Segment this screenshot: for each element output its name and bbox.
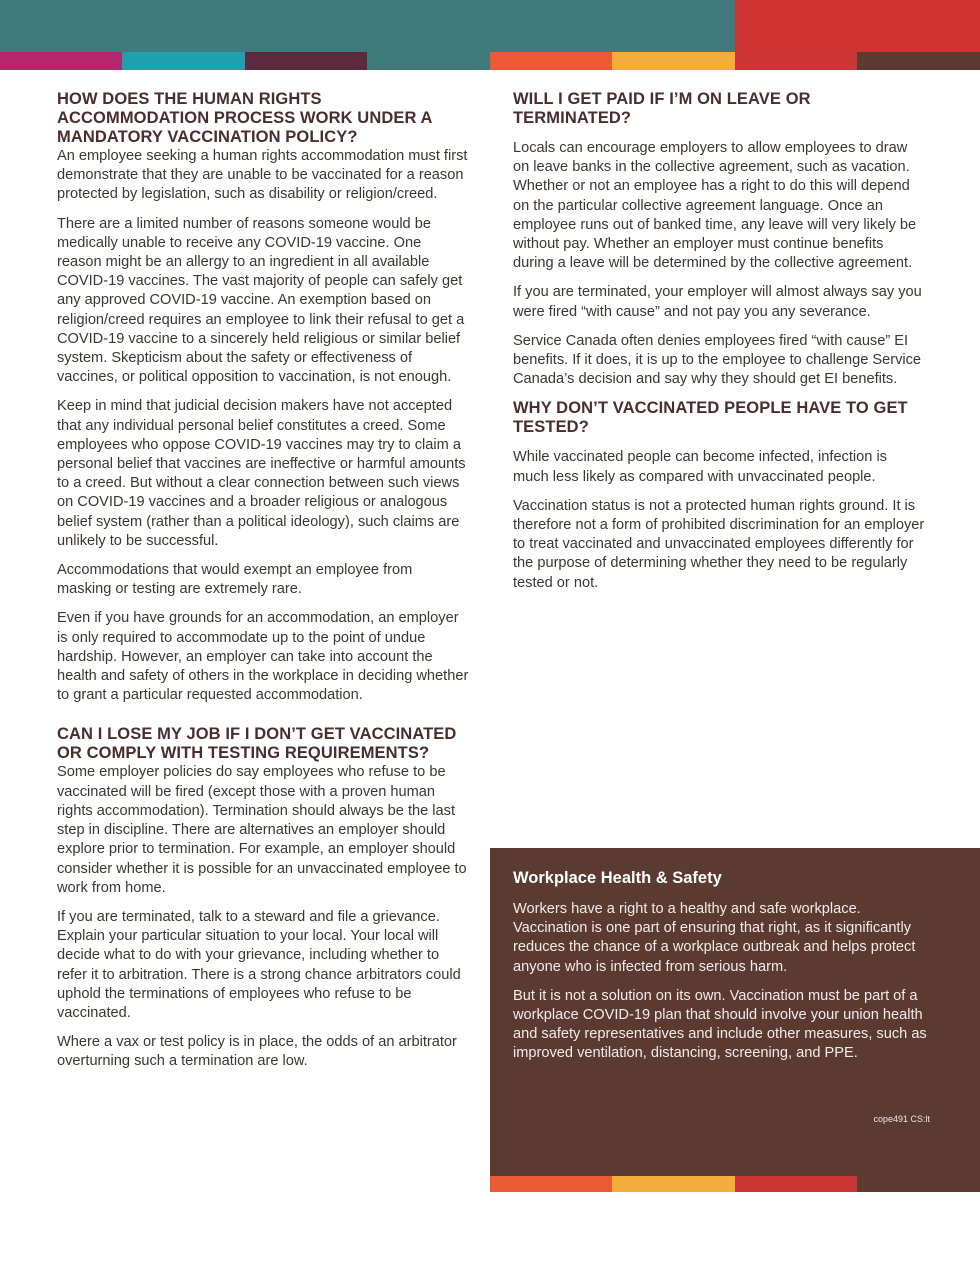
paragraph: Vaccination status is not a protected human rights ground. It is therefore not a form of prohibited discrimination for an employer to treat vaccinated and unvaccinated employees differently for the purpose of determining whether they need to be regularly tested or not. — [513, 497, 925, 591]
band-teal-block — [0, 0, 735, 52]
paragraph: Even if you have grounds for an accommodation, an employer is only required to accommodate up to the point of undue hardship. However, an employer can take into account the health and safety of others in the workplace in deciding whether to grant a particular requested accommodation. — [57, 610, 469, 704]
heading-accommodation-process: HOW DOES THE HUMAN RIGHTS ACCOMMODATION PROCESS WORK UNDER A MANDATORY VACCINATION POLICY? — [57, 90, 432, 146]
band-orange-strip — [490, 52, 612, 70]
paragraph: An employee seeking a human rights accommodation must first demonstrate that they are unable to be vaccinated for a reason protected by legislation, such as disability or religion/creed. — [57, 148, 468, 203]
paragraph: While vaccinated people can become infected, infection is much less likely as compared with unvaccinated people. — [513, 449, 887, 485]
band-cyan-strip — [122, 52, 245, 70]
paragraph: If you are terminated, talk to a steward and file a grievance. Explain your particular situation to your local. Your local will decide what to do with your grievance, including whether to refer it to arbitration. There is a strong chance arbitrators could uphold the terminations of employees who refuse to be vaccinated. — [57, 908, 461, 1021]
callout-title: Workplace Health & Safety — [513, 869, 722, 887]
workplace-safety-callout — [490, 848, 980, 1176]
paragraph: If you are terminated, your employer will almost always say you were fired “with cause” and not pay you any severance. — [513, 284, 922, 320]
paragraph: Keep in mind that judicial decision makers have not accepted that any individual personal belief constitutes a creed. Some employees who oppose COVID-19 vaccines may try to claim a personal belief that vaccines are ineffective or harmful amounts to a creed. But without a clear connection between such views on COVID-19 vaccines and a broader religious or analogous belief system (rather than a political ideology), such claims are unlikely to be successful. — [57, 398, 466, 549]
callout-paragraph: Workers have a right to a healthy and safe workplace. Vaccination is one part of ensuring that right, as it significantly reduces the chance of a workplace outbreak and helps protect anyone who is infected from serious harm. — [513, 901, 916, 975]
band-red-block — [735, 0, 980, 52]
header-color-band — [0, 0, 980, 70]
heading-why-not-tested: WHY DON’T VACCINATED PEOPLE HAVE TO GET TESTED? — [513, 399, 908, 437]
footer-gold-strip — [612, 1176, 735, 1192]
band-teal-strip — [367, 52, 490, 70]
right-column — [513, 90, 925, 603]
paragraph: There are a limited number of reasons someone would be medically unable to receive any COVID-19 vaccine. One reason might be an allergy to an ingredient in all available COVID-19 vaccines. The vast majority of people can safely get any approved COVID-19 vaccine. An exemption based on religion/creed requires an employee to link their refusal to get a COVID-19 vaccine to a sincerely held religious or similar belief system. Skepticism about the safety or effectiveness of vaccines, or political opposition to vaccination, is not enough. — [57, 215, 465, 386]
callout-content — [513, 868, 933, 1074]
footer-brown-strip — [857, 1176, 980, 1192]
band-magenta-strip — [0, 52, 122, 70]
paragraph: Service Canada often denies employees fired “with cause” EI benefits. If it does, it is up to the employee to challenge Service Canada’s decision and say why they should get EI benefits. — [513, 332, 922, 388]
band-brown-strip — [857, 52, 980, 70]
paragraph: Where a vax or test policy is in place, the odds of an arbitrator overturning such a termination are low. — [57, 1034, 457, 1070]
callout-paragraph: But it is not a solution on its own. Vaccination must be part of a workplace COVID-19 plan that should involve your union health and safety representatives and include other measures, such as improved ventilation, distancing, screening, and PPE. — [513, 987, 927, 1062]
band-gold-strip — [612, 52, 735, 70]
left-column — [57, 90, 469, 1082]
footer-orange-strip — [490, 1176, 612, 1192]
band-plum-strip — [245, 52, 367, 70]
heading-get-paid: WILL I GET PAID IF I’M ON LEAVE OR TERMINATED? — [513, 90, 811, 127]
band-crimson-strip — [735, 52, 857, 70]
paragraph: Some employer policies do say employees who refuse to be vaccinated will be fired (except those with a proven human rights accommodation). Termination should always be the last step in discipline. There are alternatives an employer should explore prior to termination. For example, an employer should consider whether it is possible for an unvaccinated employee to work from home. — [57, 764, 467, 896]
paragraph: Accommodations that would exempt an employee from masking or testing are extremely rare. — [57, 562, 413, 598]
footer-crimson-strip — [735, 1176, 857, 1192]
paragraph: Locals can encourage employers to allow employees to draw on leave banks in the collective agreement, such as vacation. Whether or not an employee has a right to do this will depend on the particular collective agreement language. Once an employee runs out of banked time, any leave will very likely be without pay. Whether an employer must continue benefits during a leave will be determined by the collective agreement. — [513, 140, 917, 272]
union-code: cope491 CS:lt — [873, 1114, 930, 1124]
heading-lose-job: CAN I LOSE MY JOB IF I DON’T GET VACCINATED OR COMPLY WITH TESTING REQUIREMENTS? — [57, 725, 457, 763]
